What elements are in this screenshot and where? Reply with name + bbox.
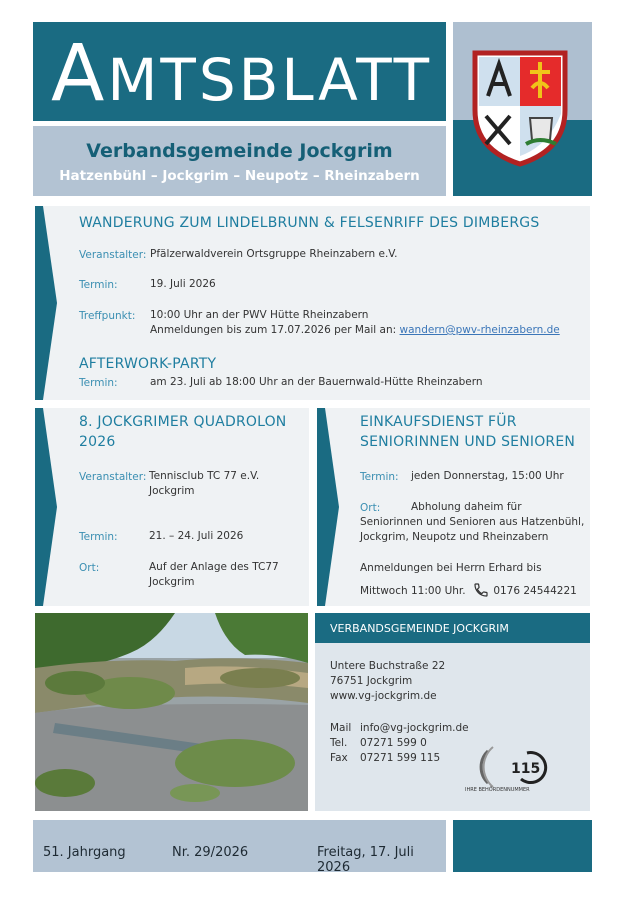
place-value: Auf der Anlage des TC77 xyxy=(149,561,279,573)
issue-date: Freitag, 17. Juli 2026 xyxy=(317,845,414,875)
date-value: 19. Juli 2026 xyxy=(150,278,216,290)
chevron-marker-icon xyxy=(35,206,57,400)
hike-email-link[interactable]: wandern@pwv-rheinzabern.de xyxy=(399,324,560,336)
contact-city: 76751 Jockgrim xyxy=(330,675,413,687)
contact-phone[interactable]: 07271 599 0 xyxy=(360,737,427,749)
mail-label: Mail xyxy=(330,722,352,734)
date-label: Termin: xyxy=(79,531,118,543)
date-label: Termin: xyxy=(79,279,118,291)
footer-accent xyxy=(453,820,592,872)
organizer-value: Pfälzerwaldverein Ortsgruppe Rheinzabern e.V. xyxy=(150,248,398,260)
afterwork-date-label: Termin: xyxy=(79,377,118,389)
contact-email-link[interactable]: info@vg-jockgrim.de xyxy=(360,722,469,734)
contact-website-link[interactable]: www.vg-jockgrim.de xyxy=(330,690,437,702)
organizer-label: Veranstalter: xyxy=(79,471,147,483)
signup-contact xyxy=(360,582,577,599)
footer-bar xyxy=(33,820,446,875)
place-value-line2: Jockgrim xyxy=(149,576,195,588)
organizer-value: Tennisclub TC 77 e.V. xyxy=(149,470,260,482)
place-value: Abholung daheim für xyxy=(411,501,522,513)
organizer-value-line2: Jockgrim xyxy=(149,485,195,497)
volume-number: 51. Jahrgang xyxy=(43,845,126,860)
quadrolon-title: 8. JOCKGRIMER QUADROLON xyxy=(79,414,287,430)
quadrolon-title-year: 2026 xyxy=(79,434,116,450)
date-value: 21. – 24. Juli 2026 xyxy=(149,530,244,542)
meeting-point-label: Treffpunkt: xyxy=(79,310,136,322)
chevron-marker-icon xyxy=(35,408,57,606)
hike-event-title: WANDERUNG ZUM LINDELBRUNN & FELSENRIFF DES DIMBERGS xyxy=(79,215,540,231)
registration-note xyxy=(150,323,560,338)
organizer-label: Veranstalter: xyxy=(79,249,147,261)
phone-number[interactable]: 0176 24544221 xyxy=(493,585,577,597)
signup-deadline: Mittwoch 11:00 Uhr. xyxy=(360,585,466,597)
contact-panel xyxy=(315,643,590,811)
place-value-line2: Seniorinnen und Senioren aus Hatzenbühl, xyxy=(360,516,585,528)
signup-note: Anmeldungen bei Herrn Erhard bis xyxy=(360,562,542,574)
service-115-logo-icon xyxy=(463,743,563,793)
contact-fax: 07271 599 115 xyxy=(360,752,441,764)
coat-of-arms-icon xyxy=(470,48,570,168)
hike-event-panel xyxy=(35,206,590,400)
contact-street: Untere Buchstraße 22 xyxy=(330,660,446,672)
subheader-box xyxy=(33,126,446,196)
place-label: Ort: xyxy=(79,562,100,574)
place-label: Ort: xyxy=(360,502,381,514)
masthead-title-rest: MTSBLATT xyxy=(107,46,433,114)
garden-photo xyxy=(35,613,308,811)
municipality-name: Verbandsgemeinde Jockgrim xyxy=(86,140,393,162)
date-label: Termin: xyxy=(360,471,399,483)
shopping-service-title-line2: SENIORINNEN UND SENIOREN xyxy=(360,434,576,450)
afterwork-event-title: AFTERWORK-PARTY xyxy=(79,356,217,372)
shopping-service-panel xyxy=(317,408,590,606)
tel-label: Tel. xyxy=(330,737,348,749)
issue-number: Nr. 29/2026 xyxy=(172,845,249,860)
masthead-title-box xyxy=(33,22,446,121)
service-115-caption: IHRE BEHÖRDENNUMMER xyxy=(465,787,530,793)
contact-heading: VERBANDSGEMEINDE JOCKGRIM xyxy=(315,613,590,643)
fax-label: Fax xyxy=(330,752,348,764)
phone-icon xyxy=(472,582,490,598)
member-municipalities: Hatzenbühl – Jockgrim – Neupotz – Rheinzabern xyxy=(59,168,420,184)
afterwork-date-value: am 23. Juli ab 18:00 Uhr an der Bauernwald-Hütte Rheinzabern xyxy=(150,376,483,388)
masthead-title-initial: A xyxy=(51,29,108,119)
place-value-line3: Jockgrim, Neupotz und Rheinzabern xyxy=(360,531,549,543)
quadrolon-event-panel xyxy=(35,408,309,606)
meeting-point-value: 10:00 Uhr an der PWV Hütte Rheinzabern xyxy=(150,309,369,321)
masthead-title xyxy=(51,29,433,120)
date-value: jeden Donnerstag, 15:00 Uhr xyxy=(411,470,564,482)
service-115-number: 115 xyxy=(511,761,541,777)
chevron-marker-icon xyxy=(317,408,339,606)
shopping-service-title: EINKAUFSDIENST FÜR xyxy=(360,414,517,430)
registration-text: Anmeldungen bis zum 17.07.2026 per Mail an: xyxy=(150,324,400,336)
